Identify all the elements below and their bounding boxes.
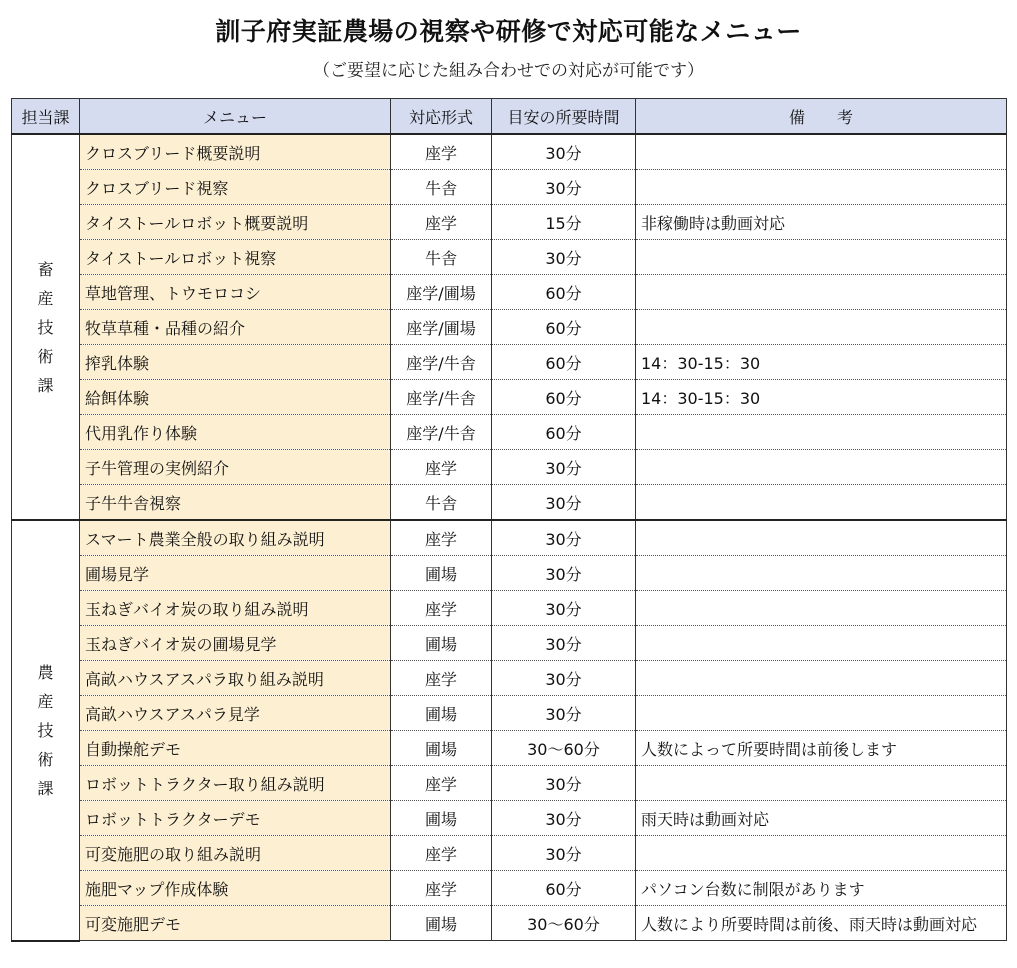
header-notes: 備 考 xyxy=(636,99,1007,135)
notes-cell: 人数により所要時間は前後、雨天時は動画対応 xyxy=(636,906,1007,941)
time-cell: 30分 xyxy=(492,170,636,205)
menu-cell: 搾乳体験 xyxy=(80,345,391,380)
menu-cell: ロボットトラクターデモ xyxy=(80,801,391,836)
notes-cell xyxy=(636,520,1007,556)
page-subtitle: （ご要望に応じた組み合わせでの対応が可能です） xyxy=(313,61,704,81)
table-row xyxy=(12,871,1007,906)
menu-cell: 玉ねぎバイオ炭の取り組み説明 xyxy=(80,591,391,626)
format-cell: 座学 xyxy=(391,520,492,556)
table-row xyxy=(12,134,1007,170)
notes-cell: 人数によって所要時間は前後します xyxy=(636,731,1007,766)
time-cell: 60分 xyxy=(492,310,636,345)
menu-cell: 施肥マップ作成体験 xyxy=(80,871,391,906)
time-cell: 60分 xyxy=(492,415,636,450)
format-cell: 牛舎 xyxy=(391,240,492,275)
table-row xyxy=(12,520,1007,556)
format-cell: 座学/牛舎 xyxy=(391,380,492,415)
menu-cell: 可変施肥の取り組み説明 xyxy=(80,836,391,871)
table-row xyxy=(12,380,1007,415)
format-cell: 牛舎 xyxy=(391,485,492,521)
header-format: 対応形式 xyxy=(391,99,492,135)
notes-cell xyxy=(636,134,1007,170)
table-body xyxy=(12,134,1007,941)
table-row xyxy=(12,415,1007,450)
time-cell: 30分 xyxy=(492,240,636,275)
menu-cell: 草地管理、トウモロコシ xyxy=(80,275,391,310)
table-row xyxy=(12,170,1007,205)
table-row xyxy=(12,240,1007,275)
dept-char: 技 xyxy=(37,317,54,337)
menu-cell: ロボットトラクター取り組み説明 xyxy=(80,766,391,801)
table-row xyxy=(12,766,1007,801)
notes-cell xyxy=(636,170,1007,205)
notes-cell: 雨天時は動画対応 xyxy=(636,801,1007,836)
notes-cell xyxy=(636,696,1007,731)
notes-cell xyxy=(636,661,1007,696)
time-cell: 30分 xyxy=(492,801,636,836)
menu-cell: 牧草草種・品種の紹介 xyxy=(80,310,391,345)
table-row xyxy=(12,556,1007,591)
notes-cell: 14：30-15：30 xyxy=(636,345,1007,380)
time-cell: 30分 xyxy=(492,696,636,731)
notes-cell: 非稼働時は動画対応 xyxy=(636,205,1007,240)
table-row xyxy=(12,310,1007,345)
format-cell: 座学 xyxy=(391,766,492,801)
time-cell: 30分 xyxy=(492,450,636,485)
table-row xyxy=(12,205,1007,240)
format-cell: 圃場 xyxy=(391,696,492,731)
menu-cell: 子牛管理の実例紹介 xyxy=(80,450,391,485)
menu-cell: クロスブリード概要説明 xyxy=(80,134,391,170)
notes-cell: パソコン台数に制限があります xyxy=(636,871,1007,906)
dept-char: 課 xyxy=(37,778,54,798)
table-row xyxy=(12,591,1007,626)
menu-cell: 圃場見学 xyxy=(80,556,391,591)
dept-char: 農 xyxy=(37,662,54,682)
notes-cell xyxy=(636,836,1007,871)
header-dept: 担当課 xyxy=(12,99,80,135)
menu-cell: 可変施肥デモ xyxy=(80,906,391,941)
dept-char: 術 xyxy=(37,749,54,769)
time-cell: 30分 xyxy=(492,661,636,696)
header-time: 目安の所要時間 xyxy=(492,99,636,135)
menu-cell: 給餌体験 xyxy=(80,380,391,415)
table-row xyxy=(12,345,1007,380)
menu-cell: タイストールロボット視察 xyxy=(80,240,391,275)
menu-cell: タイストールロボット概要説明 xyxy=(80,205,391,240)
menu-cell: 高畝ハウスアスパラ見学 xyxy=(80,696,391,731)
format-cell: 座学/牛舎 xyxy=(391,345,492,380)
menu-cell: クロスブリード視察 xyxy=(80,170,391,205)
time-cell: 30分 xyxy=(492,591,636,626)
notes-cell xyxy=(636,766,1007,801)
time-cell: 30分 xyxy=(492,485,636,521)
notes-cell: 14：30-15：30 xyxy=(636,380,1007,415)
format-cell: 座学 xyxy=(391,871,492,906)
format-cell: 牛舎 xyxy=(391,170,492,205)
format-cell: 座学 xyxy=(391,591,492,626)
time-cell: 60分 xyxy=(492,871,636,906)
dept-char: 畜 xyxy=(37,259,54,279)
notes-cell xyxy=(636,485,1007,521)
time-cell: 30分 xyxy=(492,626,636,661)
format-cell: 座学 xyxy=(391,836,492,871)
menu-cell: 子牛牛舎視察 xyxy=(80,485,391,521)
menu-cell: 代用乳作り体験 xyxy=(80,415,391,450)
table-row xyxy=(12,450,1007,485)
table-row xyxy=(12,731,1007,766)
time-cell: 15分 xyxy=(492,205,636,240)
time-cell: 30分 xyxy=(492,836,636,871)
dept-char: 産 xyxy=(37,288,54,308)
dept-char: 産 xyxy=(37,691,54,711)
menu-cell: 高畝ハウスアスパラ取り組み説明 xyxy=(80,661,391,696)
format-cell: 座学/圃場 xyxy=(391,310,492,345)
table-row xyxy=(12,836,1007,871)
dept-cell xyxy=(12,134,80,520)
table-row xyxy=(12,696,1007,731)
time-cell: 30～60分 xyxy=(492,906,636,941)
notes-cell xyxy=(636,310,1007,345)
notes-cell xyxy=(636,450,1007,485)
format-cell: 座学 xyxy=(391,450,492,485)
time-cell: 30分 xyxy=(492,520,636,556)
notes-cell xyxy=(636,556,1007,591)
format-cell: 座学 xyxy=(391,134,492,170)
notes-cell xyxy=(636,626,1007,661)
format-cell: 圃場 xyxy=(391,556,492,591)
dept-char: 技 xyxy=(37,720,54,740)
header-menu: メニュー xyxy=(80,99,391,135)
format-cell: 座学 xyxy=(391,661,492,696)
dept-char: 術 xyxy=(37,346,54,366)
format-cell: 座学/圃場 xyxy=(391,275,492,310)
time-cell: 30～60分 xyxy=(492,731,636,766)
notes-cell xyxy=(636,591,1007,626)
format-cell: 座学 xyxy=(391,205,492,240)
menu-cell: 自動操舵デモ xyxy=(80,731,391,766)
table-header-row xyxy=(12,99,1007,135)
format-cell: 圃場 xyxy=(391,801,492,836)
notes-cell xyxy=(636,415,1007,450)
dept-cell xyxy=(12,520,80,941)
time-cell: 60分 xyxy=(492,380,636,415)
notes-cell xyxy=(636,275,1007,310)
menu-cell: スマート農業全般の取り組み説明 xyxy=(80,520,391,556)
table-row xyxy=(12,275,1007,310)
table-row xyxy=(12,801,1007,836)
table-row xyxy=(12,661,1007,696)
table-row xyxy=(12,626,1007,661)
time-cell: 60分 xyxy=(492,275,636,310)
time-cell: 30分 xyxy=(492,134,636,170)
table-row xyxy=(12,906,1007,941)
time-cell: 60分 xyxy=(492,345,636,380)
time-cell: 30分 xyxy=(492,556,636,591)
menu-cell: 玉ねぎバイオ炭の圃場見学 xyxy=(80,626,391,661)
dept-char: 課 xyxy=(37,375,54,395)
time-cell: 30分 xyxy=(492,766,636,801)
format-cell: 圃場 xyxy=(391,906,492,941)
format-cell: 圃場 xyxy=(391,731,492,766)
notes-cell xyxy=(636,240,1007,275)
menu-table xyxy=(11,98,1007,942)
page-title: 訓子府実証農場の視察や研修で対応可能なメニュー xyxy=(215,17,802,46)
format-cell: 座学/牛舎 xyxy=(391,415,492,450)
table-row xyxy=(12,485,1007,521)
format-cell: 圃場 xyxy=(391,626,492,661)
